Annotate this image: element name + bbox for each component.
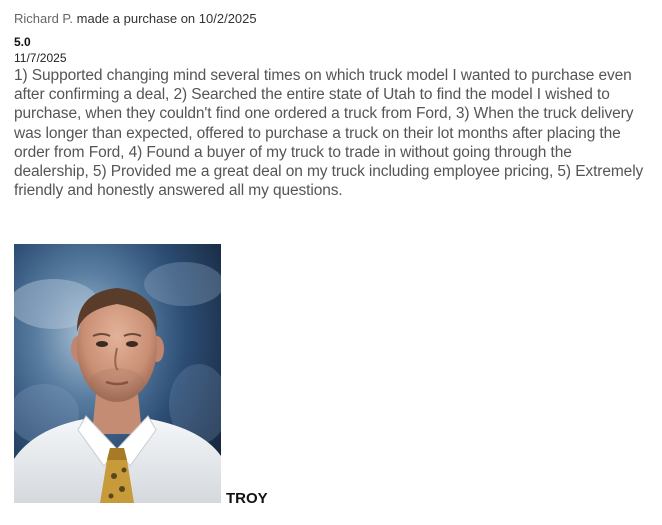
review-date: 11/7/2025 <box>14 51 67 65</box>
employee-photo <box>14 244 221 503</box>
review-header <box>14 10 644 27</box>
review-card <box>14 10 644 200</box>
employee-tag <box>14 244 268 507</box>
employee-portrait <box>14 244 221 503</box>
employee-name: TROY <box>226 490 268 507</box>
reviewer-name: Richard P. <box>14 11 74 26</box>
review-rating: 5.0 <box>14 35 31 49</box>
review-body: 1) Supported changing mind several times on which truck model I wanted to purchase even after confirming a deal, 2) Searched the entire state of Utah to find the model I wished to purchase, when they couldn't find one ordered a truck from Ford, 3) When the truck delivery was longer than expected, offered to purchase a truck on their lot months after placing the order from Ford, 4) Found a buyer of my truck to trade in without going through the dealership, 5) Provided me a great deal on my truck including employee pricing, 5) Extremely friendly and honestly answered all my questions. <box>14 67 644 200</box>
purchase-info: made a purchase on 10/2/2025 <box>76 11 257 26</box>
